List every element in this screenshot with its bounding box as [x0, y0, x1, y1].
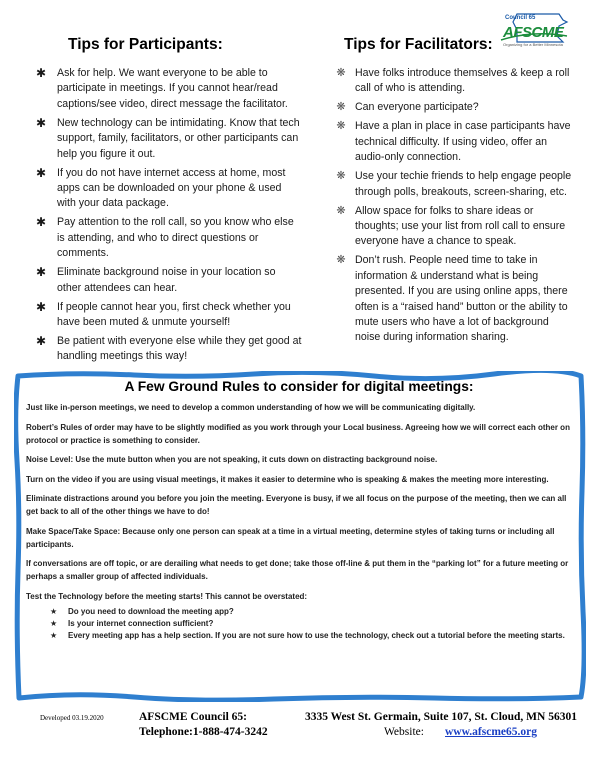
snowflake-bullet-icon: ❋ — [336, 204, 346, 217]
rules-content — [26, 379, 572, 642]
snowflake-bullet-icon: ❋ — [336, 120, 346, 133]
facilitator-tip — [332, 119, 572, 165]
logo-tagline: Organizing for a Better Minnesota — [503, 42, 563, 47]
snowflake-bullet-icon: ❋ — [336, 67, 346, 79]
developed-date: Developed 03.19.2020 — [40, 714, 104, 722]
facilitator-tip — [332, 253, 572, 345]
participant-tip — [32, 116, 302, 162]
asterisk-bullet-icon: ✱ — [35, 115, 47, 130]
facilitator-tip — [332, 169, 572, 200]
asterisk-bullet-icon: ✱ — [35, 165, 47, 180]
tech-check-text: Do you need to download the meeting app? — [68, 607, 234, 616]
participants-section — [32, 36, 302, 368]
tech-check-item — [50, 606, 572, 618]
facilitator-tip — [332, 204, 572, 250]
facilitator-tip — [332, 66, 572, 97]
snowflake-bullet-icon: ❋ — [336, 254, 346, 267]
website-link[interactable]: www.afscme65.org — [445, 726, 537, 738]
tech-check-item — [50, 630, 572, 642]
footer — [0, 710, 600, 750]
facilitators-title: Tips for Facilitators: — [344, 36, 493, 53]
asterisk-bullet-icon: ✱ — [35, 299, 47, 314]
ground-rules-box — [14, 371, 586, 702]
rule-paragraph: Make Space/Take Space: Because only one person can speak at a time in a virtual meeting, determine styles of taking turns or including all participants. — [26, 526, 555, 549]
facilitators-section — [332, 36, 572, 349]
logo-brand-text: AFSCME — [503, 24, 564, 41]
participant-tip — [32, 265, 302, 296]
tech-check-text: Is your internet connection sufficient? — [68, 619, 214, 628]
asterisk-bullet-icon: ✱ — [35, 334, 47, 349]
star-bullet-icon: ★ — [50, 607, 58, 616]
facilitator-tip-text: Can everyone participate? — [355, 101, 479, 114]
participant-tip — [32, 215, 302, 261]
participant-tip-text: New technology can be intimidating. Know that tech support, family, facilitators, or other participants can help you figure it out. — [57, 116, 300, 160]
footer-address: 3335 West St. Germain, Suite 107, St. Cloud, MN 56301 — [305, 711, 577, 723]
participants-tips-list — [32, 66, 302, 365]
rule-paragraph: Noise Level: Use the mute button when you are not speaking, it cuts down on distracting background noise. — [26, 455, 438, 464]
asterisk-bullet-icon: ✱ — [35, 215, 47, 230]
participant-tip — [32, 334, 302, 365]
participant-tip-text: Pay attention to the roll call, so you know who else is attending, and who to direct questions or comments. — [57, 216, 294, 260]
facilitator-tip-text: Have folks introduce themselves & keep a roll call of who is attending. — [355, 67, 570, 95]
participants-title: Tips for Participants: — [68, 36, 223, 53]
rule-paragraph: Just like in-person meetings, we need to develop a common understanding of how we will be communicating digitally. — [26, 403, 476, 412]
logo-council-text: Council 65 — [505, 15, 536, 21]
snowflake-bullet-icon: ❋ — [336, 170, 346, 183]
tech-check-text: Every meeting app has a help section. If you are not sure how to use the technology, check out a tutorial before the meeting starts. — [68, 631, 565, 640]
facilitator-tip-text: Don’t rush. People need time to take in information & understand what is being presented. If you are using online apps, there often is a “raised hand” button or the ability to mute users who have a lot of background noise during information sharing. — [355, 254, 568, 344]
rule-paragraph: Robert’s Rules of order may have to be slightly modified as you work through your Local business. Agreeing how we will correct each other on protocol or practice is something to consider. — [26, 422, 570, 445]
facilitator-tip-text: Use your techie friends to help engage people through polls, breakouts, screen-sharing, etc. — [355, 170, 572, 198]
facilitator-tip-text: Have a plan in place in case participants have technical difficulty. If using video, offer an audio-only connection. — [355, 120, 571, 164]
rule-paragraph: Eliminate distractions around you before you join the meeting. Everyone is busy, if we all focus on the purpose of the meeting, then we can all get back to all of the other things we have to do! — [26, 494, 567, 516]
tech-checklist — [26, 606, 572, 642]
asterisk-bullet-icon: ✱ — [35, 66, 47, 80]
footer-phone: Telephone:1-888-474-3242 — [139, 726, 268, 738]
snowflake-bullet-icon: ❋ — [336, 101, 346, 114]
star-bullet-icon: ★ — [50, 631, 58, 640]
rules-title: A Few Ground Rules to consider for digital meetings: — [124, 379, 474, 394]
participant-tip — [32, 166, 302, 212]
footer-website-label: Website: — [384, 726, 424, 738]
participant-tip-text: Eliminate background noise in your location so other attendees can hear. — [57, 266, 276, 294]
facilitators-tips-list — [332, 66, 572, 346]
participant-tip-text: Be patient with everyone else while they get good at handling meetings this way! — [57, 335, 302, 363]
rule-paragraph: If conversations are off topic, or are derailing what needs to get done; take those off-line & put them in the “parking lot” for a future meeting or perhaps a smaller group of affected individuals. — [26, 559, 569, 581]
facilitator-tip — [332, 100, 572, 115]
participant-tip — [32, 66, 302, 112]
star-bullet-icon: ★ — [50, 619, 58, 628]
rule-paragraph: Test the Technology before the meeting starts! This cannot be overstated: — [26, 591, 308, 601]
participant-tip — [32, 300, 302, 331]
rule-paragraph: Turn on the video if you are using visual meetings, it makes it easier to determine who is speaking & makes the meeting more interesting. — [26, 474, 549, 484]
participant-tip-text: Ask for help. We want everyone to be able to participate in meetings. If you cannot hear/read captions/see video, direct message the facilitator. — [57, 67, 288, 110]
facilitator-tip-text: Allow space for folks to share ideas or thoughts; use your list from roll call to ensure everyone have a chance to speak. — [355, 204, 566, 248]
asterisk-bullet-icon: ✱ — [35, 265, 47, 280]
participant-tip-text: If you do not have internet access at home, most apps can be downloaded on your phone & used with your data package. — [57, 166, 286, 210]
tech-check-item — [50, 618, 572, 630]
participant-tip-text: If people cannot hear you, first check whether you have been muted & unmute yourself! — [57, 300, 291, 329]
footer-council-name: AFSCME Council 65: — [139, 711, 247, 723]
